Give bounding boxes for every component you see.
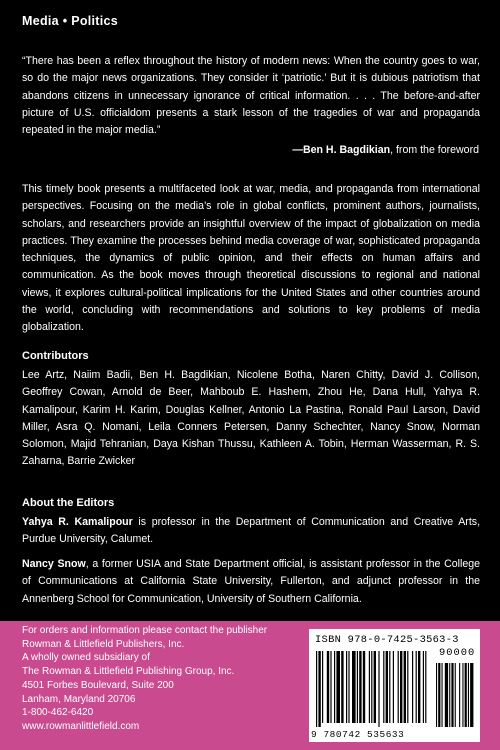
barcode-bar (423, 651, 424, 723)
barcode-digits: 9 780742 535633 (311, 729, 405, 740)
editor2-name: Nancy Snow (22, 558, 86, 570)
publisher-footer (0, 621, 500, 750)
barcode-bar (363, 651, 365, 723)
barcode-bar (327, 651, 329, 723)
barcode-bar (407, 651, 408, 723)
book-description: This timely book presents a multifaceted look at war, media, and propaganda from international perspectives. Focusing on the media’s role in global conflicts, prominent authors, journalists, scholars, and researchers provide an insightful overview of the impact of globalization on media practices. They examine the processes behind media coverage of war, sophisticated propaganda techniques, the dynamics of public opinion, and their effects on human affairs and communication. As the book moves through theoretical discussions to regional and national views, it explores cultural-political implications for the United States and other countries around the world, concluding with recommendations and solutions to key problems of media globalization. (22, 183, 480, 334)
editor1-text: is professor in the Department of Communication and Creative Arts, Purdue University, Calumet. (22, 516, 481, 546)
barcode-addon-bar (442, 663, 443, 727)
quote-attribution (292, 144, 479, 156)
isbn-text: ISBN 978-0-7425-3563-3 (315, 634, 459, 646)
barcode-bar (369, 651, 370, 723)
barcode-bar (378, 651, 379, 727)
barcode-bar (330, 651, 331, 723)
contributors-heading: Contributors (22, 350, 89, 362)
barcode-addon-bar (470, 663, 473, 727)
barcode-addon-bar (465, 663, 467, 727)
publisher-line: Lanham, Maryland 20706 (22, 693, 136, 705)
barcode-panel (309, 629, 480, 742)
barcode-bar (412, 651, 413, 723)
publisher-line: Rowman & Littlefield Publishers, Inc. (22, 638, 185, 650)
attribution-name: —Ben H. Bagdikian (292, 144, 391, 156)
barcode-addon-bar (436, 663, 437, 727)
barcode-addon-bar (462, 663, 463, 727)
barcode-bar (336, 651, 340, 723)
editors-heading: About the Editors (22, 497, 115, 509)
barcode-icon (314, 651, 474, 729)
barcode-bar (400, 651, 402, 723)
barcode-bar (318, 651, 320, 727)
barcode-addon-bar (449, 663, 450, 727)
publisher-line: A wholly owned subsidiary of (22, 652, 150, 664)
barcode-bar (359, 651, 361, 723)
contributors-list: Lee Artz, Naiim Badii, Ben H. Bagdikian, Nicolene Botha, Naren Chitty, David J. Collison, Geoffrey Cowan, Arnold de Beer, Mahboub E. Hashem, Zhou He, Dana Hull, Yahya R. Kamalipour, Karim H. Karim, Douglas Kellner, Antonio La Pastina, Ronald Paul Larson, David Miller, Asra Q. Nomani, Leila Conners Petersen, Danny Schechter, Nancy Snow, Norman Solomon, Majid Tehranian, Daya Kishan Thussu, Kathleen A. Tobin, Herman Wasserman, R. S. Zaharna, Barrie Zwicker (22, 369, 480, 468)
barcode-bar (389, 651, 390, 723)
barcode-bar (348, 651, 349, 723)
barcode-bar (334, 651, 335, 723)
barcode-bar (374, 651, 376, 723)
editor1-name: Yahya R. Kamalipour (22, 516, 133, 528)
publisher-info (22, 624, 312, 734)
barcode-bar (418, 651, 420, 723)
barcode-bar (393, 651, 394, 723)
barcode-bar (386, 651, 388, 723)
barcode-addon-bar (455, 663, 456, 727)
barcode-addon-bar (459, 663, 460, 727)
barcode-addon-bar (468, 663, 469, 727)
publisher-website: www.rowmanlittlefield.com (22, 720, 140, 732)
category-politics: Politics (71, 14, 119, 28)
barcode-bar (316, 651, 317, 727)
barcode-addon-bar (438, 663, 440, 727)
barcode-bar (416, 651, 417, 723)
publisher-line: 4501 Forbes Boulevard, Suite 200 (22, 679, 174, 691)
barcode-bar (357, 651, 358, 723)
publisher-line: The Rowman & Littlefield Publishing Group, Inc. (22, 666, 235, 678)
barcode-bar (404, 651, 406, 723)
editor2-text: , a former USIA and State Department official, is assistant professor in the College of Communications at California State University, Fullerton, and adjunct professor in the Annenberg School for Communication, University of Southern California. (22, 558, 480, 605)
barcode-bar (346, 651, 347, 723)
barcode-addon-bar (445, 663, 448, 727)
barcode-bar (371, 651, 372, 723)
category-separator: • (62, 14, 68, 28)
category-label (22, 14, 118, 28)
editor-bio-kamalipour (22, 514, 480, 549)
category-media: Media (22, 14, 59, 28)
barcode-bar (398, 651, 399, 723)
barcode-bar (383, 651, 384, 723)
barcode-bar (341, 651, 343, 723)
foreword-quote: “There has been a reflex throughout the history of modern news: When the country goes to war, so do the major news organizations. They consider it ‘patriotic.’ But it is dubious patriotism that abandons citizens in unnecessary ignorance of critical information. . . . The before-and-after picture of U.S. officialdom presents a stark lesson of the tragedies of war and propaganda repeated in the major media.” (22, 55, 480, 137)
barcode-bar (352, 651, 356, 723)
publisher-phone: 1-800-462-6420 (22, 707, 94, 719)
barcode-bar (322, 651, 323, 723)
barcode-bar (425, 651, 426, 723)
barcode-addon-bar (451, 663, 453, 727)
editor-bio-snow (22, 556, 480, 608)
attribution-source: , from the foreword (390, 144, 479, 156)
price-code: 90000 (439, 647, 476, 659)
publisher-line: For orders and information please contact the publisher (22, 625, 268, 636)
